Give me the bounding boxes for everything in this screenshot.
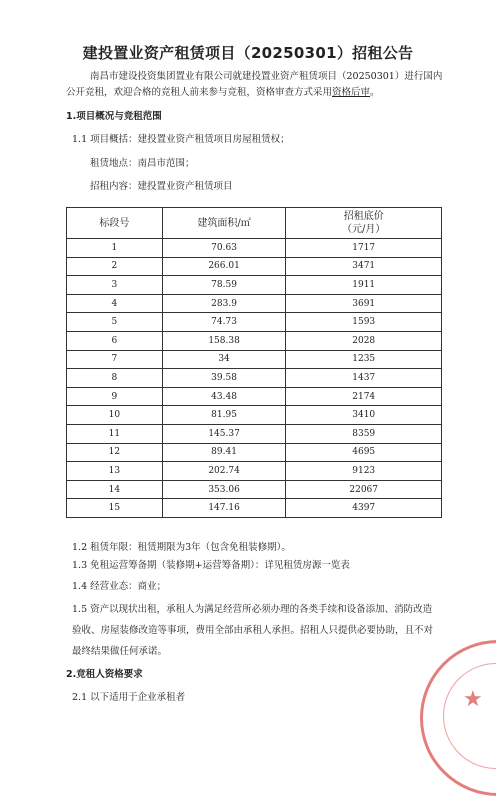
- item-2-1: 2.1 以下适用于企业承租者: [72, 692, 186, 703]
- cell-lot: 11: [67, 424, 163, 443]
- table-row: [67, 331, 442, 350]
- cell-area: 353.06: [162, 480, 286, 499]
- table-row: [67, 424, 442, 443]
- cell-area: 266.01: [162, 257, 286, 276]
- cell-price: 3471: [286, 257, 442, 276]
- cell-price: 1437: [286, 369, 442, 388]
- page-title: 建投置业资产租赁项目（20250301）招租公告: [82, 44, 414, 62]
- seal-inner-ring: [443, 663, 496, 769]
- cell-lot: 7: [67, 350, 163, 369]
- cell-area: 43.48: [162, 387, 286, 406]
- company-seal: [420, 640, 496, 796]
- cell-price: 22067: [286, 480, 442, 499]
- item-1-5-line-2: 验收、房屋装修改造等事项，费用全部由承租人承担。招租人只提供必要协助，且不对: [72, 625, 434, 636]
- cell-area: 81.95: [162, 406, 286, 425]
- table-row: [67, 462, 442, 481]
- cell-lot: 9: [67, 387, 163, 406]
- table-row: [67, 294, 442, 313]
- cell-lot: 12: [67, 443, 163, 462]
- cell-area: 145.37: [162, 424, 286, 443]
- table-row: [67, 480, 442, 499]
- cell-lot: 13: [67, 462, 163, 481]
- table-body: [67, 239, 442, 518]
- cell-price: 1717: [286, 239, 442, 258]
- item-1-3: 1.3 免租运营筹备期（装修期+运营筹备期）：详见租赁房源一览表: [72, 560, 350, 571]
- cell-lot: 2: [67, 257, 163, 276]
- item-1-1-location: 租赁地点：南昌市范围；: [90, 158, 195, 169]
- table-row: [67, 443, 442, 462]
- header-price-unit: （元/月）: [342, 224, 386, 235]
- item-1-5-line-3: 最终结果做任何承诺。: [72, 646, 168, 657]
- cell-price: 9123: [286, 462, 442, 481]
- cell-lot: 3: [67, 276, 163, 295]
- cell-area: 158.38: [162, 331, 286, 350]
- cell-price: 3410: [286, 406, 442, 425]
- item-1-5-line-1: 1.5 资产以现状出租，承租人为满足经营所必须办理的各类手续和设备添加、消防改造: [72, 604, 433, 615]
- cell-price: 1235: [286, 350, 442, 369]
- cell-lot: 5: [67, 313, 163, 332]
- cell-price: 3691: [286, 294, 442, 313]
- cell-price: 1911: [286, 276, 442, 295]
- cell-area: 70.63: [162, 239, 286, 258]
- table-row: [67, 313, 442, 332]
- item-1-2: 1.2 租赁年限：租赁期限为3年（包含免租装修期）。: [72, 542, 291, 553]
- qualification-method: 资格后审: [332, 87, 371, 98]
- cell-lot: 4: [67, 294, 163, 313]
- table-row: [67, 257, 442, 276]
- section-1-heading: 1.项目概况与竞租范围: [66, 111, 162, 122]
- cell-area: 34: [162, 350, 286, 369]
- item-1-1: 1.1 项目概括：建投置业资产租赁项目房屋租赁权；: [72, 134, 290, 145]
- cell-price: 1593: [286, 313, 442, 332]
- item-1-1-content: 招租内容：建投置业资产租赁项目: [90, 181, 233, 192]
- table-row: [67, 276, 442, 295]
- cell-lot: 15: [67, 499, 163, 518]
- cell-area: 147.16: [162, 499, 286, 518]
- cell-area: 78.59: [162, 276, 286, 295]
- intro-line-2-end: 。: [370, 87, 380, 98]
- cell-lot: 6: [67, 331, 163, 350]
- header-price: [286, 208, 442, 239]
- table-row: [67, 369, 442, 388]
- cell-price: 4397: [286, 499, 442, 518]
- section-2-heading: 2.竞租人资格要求: [66, 669, 143, 680]
- cell-lot: 1: [67, 239, 163, 258]
- cell-lot: 8: [67, 369, 163, 388]
- header-lot: 标段号: [67, 208, 163, 239]
- cell-price: 4695: [286, 443, 442, 462]
- intro-line-2: [66, 86, 380, 100]
- cell-area: 89.41: [162, 443, 286, 462]
- table-row: [67, 387, 442, 406]
- cell-lot: 10: [67, 406, 163, 425]
- cell-area: 39.58: [162, 369, 286, 388]
- cell-area: 202.74: [162, 462, 286, 481]
- intro-line-2-text: 公开竞租，欢迎合格的竞租人前来参与竞租，资格审查方式采用: [66, 87, 333, 98]
- seal-star-icon: ★: [463, 687, 483, 712]
- cell-price: 2028: [286, 331, 442, 350]
- cell-price: 8359: [286, 424, 442, 443]
- lease-table: [66, 207, 442, 518]
- cell-lot: 14: [67, 480, 163, 499]
- table-row: [67, 239, 442, 258]
- cell-price: 2174: [286, 387, 442, 406]
- table-row: [67, 350, 442, 369]
- cell-area: 74.73: [162, 313, 286, 332]
- header-price-label: 招租底价: [343, 211, 384, 222]
- intro-line-1: 南昌市建设投资集团置业有限公司就建投置业资产租赁项目（20250301）进行国内: [90, 71, 443, 82]
- header-area: 建筑面积/㎡: [162, 208, 286, 239]
- cell-area: 283.9: [162, 294, 286, 313]
- table-row: [67, 406, 442, 425]
- table-header-row: [67, 208, 442, 239]
- item-1-4: 1.4 经营业态：商业；: [72, 581, 167, 592]
- table-row: [67, 499, 442, 518]
